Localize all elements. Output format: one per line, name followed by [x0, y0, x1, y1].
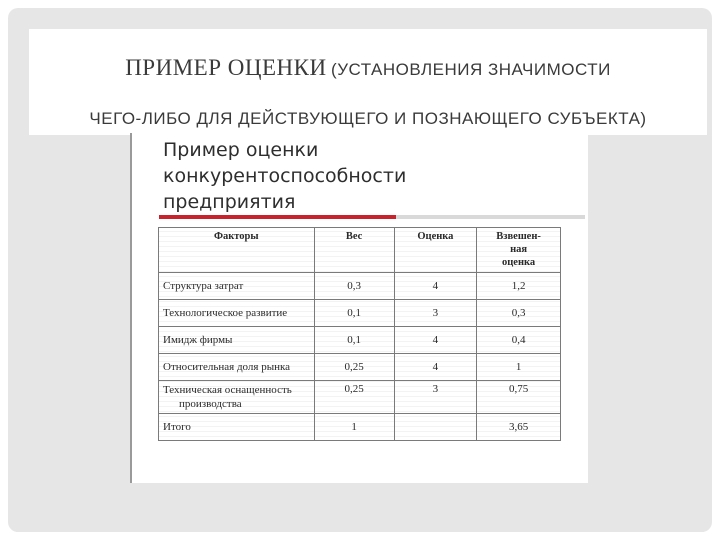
- slide-title-line-1: [29, 55, 707, 81]
- cell-factor-line-1: Техническая оснащенность: [163, 384, 292, 396]
- cell-total-label: Итого: [159, 414, 315, 441]
- table-total-row: [159, 414, 561, 441]
- slide: [8, 8, 712, 532]
- cell-weight: 0,1: [314, 327, 394, 354]
- table-header-row: [159, 228, 561, 273]
- title-underline: [159, 215, 585, 219]
- table-row: [159, 300, 561, 327]
- cell-score: 4: [394, 354, 477, 381]
- cell-weighted: 1: [477, 354, 561, 381]
- figure-title: [163, 137, 563, 215]
- table-row: [159, 273, 561, 300]
- cell-factor: Структура затрат: [159, 273, 315, 300]
- cell-score: 3: [394, 300, 477, 327]
- table-row: [159, 327, 561, 354]
- embedded-figure: [130, 133, 588, 483]
- table-row: [159, 354, 561, 381]
- header-weighted-score: Взвешен- ная оценка: [477, 228, 561, 273]
- header-factors: Факторы: [159, 228, 315, 273]
- cell-score: 3: [394, 381, 477, 414]
- cell-score: 4: [394, 327, 477, 354]
- cell-factor: Относительная доля рынка: [159, 354, 315, 381]
- cell-total-score: [394, 414, 477, 441]
- cell-weight: 0,25: [314, 354, 394, 381]
- title-box: [29, 29, 707, 135]
- cell-factor: Технологическое развитие: [159, 300, 315, 327]
- cell-weighted: 1,2: [477, 273, 561, 300]
- cell-weight: 0,1: [314, 300, 394, 327]
- table-container: [158, 227, 561, 441]
- cell-weighted: 0,3: [477, 300, 561, 327]
- figure-title-line-1: Пример оценки: [163, 139, 319, 161]
- title-underline-accent: [159, 215, 396, 219]
- assessment-table: [158, 227, 561, 441]
- cell-score: 4: [394, 273, 477, 300]
- header-score: Оценка: [394, 228, 477, 273]
- figure-title-line-2: конкурентоспособности: [163, 165, 407, 187]
- header-weight: Вес: [314, 228, 394, 273]
- figure-title-line-3: предприятия: [163, 191, 296, 213]
- cell-weight: 0,25: [314, 381, 394, 414]
- cell-weight: 0,3: [314, 273, 394, 300]
- cell-weighted: 0,75: [477, 381, 561, 414]
- cell-total-weight: 1: [314, 414, 394, 441]
- cell-factor: [159, 381, 315, 414]
- slide-title-main: ПРИМЕР ОЦЕНКИ: [125, 55, 327, 80]
- table-row: [159, 381, 561, 414]
- cell-weighted: 0,4: [477, 327, 561, 354]
- slide-title-paren: (УСТАНОВЛЕНИЯ ЗНАЧИМОСТИ: [331, 60, 611, 79]
- cell-total-weighted: 3,65: [477, 414, 561, 441]
- slide-title-line-2: ЧЕГО-ЛИБО ДЛЯ ДЕЙСТВУЮЩЕГО И ПОЗНАЮЩЕГО СУБЪЕКТА): [89, 109, 647, 128]
- cell-factor-line-2: производства: [179, 398, 242, 410]
- cell-factor: Имидж фирмы: [159, 327, 315, 354]
